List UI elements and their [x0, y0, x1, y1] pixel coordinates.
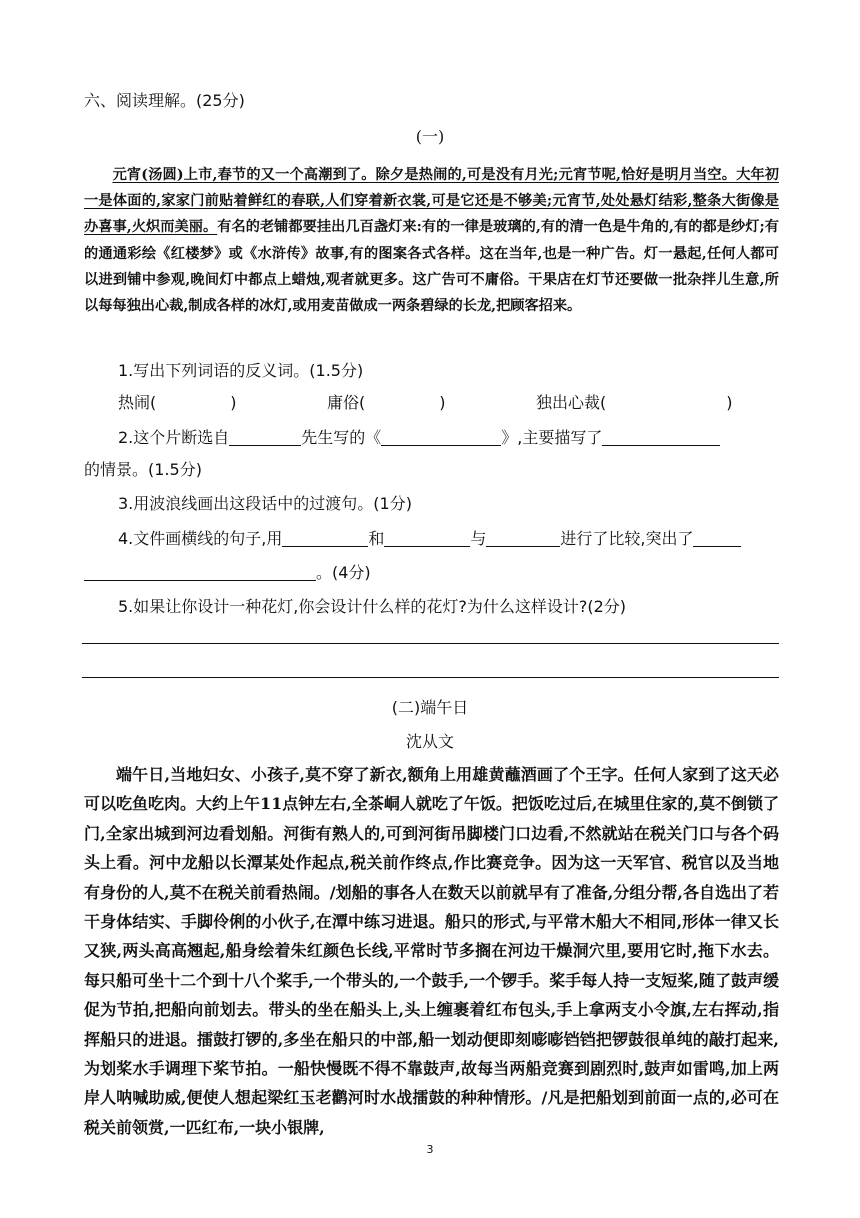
- answer-line-1[interactable]: [82, 643, 779, 644]
- passage1-rest: 有名的老铺都要挂出几百盏灯来:有的一律是玻璃的,有的清一色是牛角的,有的都是纱灯;有的通通彩绘《红楼梦》或《水浒传》故事,有的图案各式各样。这在当年,也是一种广告。灯一悬起,任何人都可以进到铺中参观,晚间灯中都点上蜡烛,观者就更多。这广告可不庸俗。干果店在灯节还要做一批杂拌儿生意,所以每每独出心裁,制成各样的冰灯,或用麦苗做成一两条碧绿的长龙,把顾客招来。: [84, 219, 779, 315]
- passage2-author: 沈从文: [405, 732, 454, 751]
- blank-author[interactable]: [229, 429, 301, 446]
- question-5: 5.如果让你设计一种花灯,你会设计什么样的花灯?为什么这样设计?(2分): [118, 597, 627, 616]
- question-3: 3.用波浪线画出这段话中的过渡句。(1分): [118, 494, 412, 513]
- passage2-text: 端午日,当地妇女、小孩子,莫不穿了新衣,额角上用雄黄蘸酒画了个王字。任何人家到了这天必可以吃鱼吃肉。大约上午11点钟左右,全茶峒人就吃了午饭。把饭吃过后,在城里住家的,莫不倒锁了门,全家出城到河边看划船。河街有熟人的,可到河街吊脚楼门口边看,不然就站在税关门口与各个码头上看。河中龙船以长潭某处作起点,税关前作终点,作比赛竞争。因为这一天军官、税官以及当地有身份的人,莫不在税关前看热闹。/划船的事各人在数天以前就早有了准备,分组分帮,各自选出了若干身体结实、手脚伶俐的小伙子,在潭中练习进退。船只的形式,与平常木船大不相同,形体一律又长又狭,两头高高翘起,船身绘着朱红颜色长线,平常时节多搁在河边干燥洞穴里,要用它时,拖下水去。每只船可坐十二个到十八个桨手,一个带头的,一个鼓手,一个锣手。桨手每人持一支短桨,随了鼓声缓促为节拍,把船向前划去。带头的坐在船头上,头上缠裹着红布包头,手上拿两支小令旗,左右挥动,指挥船只的进退。擂鼓打锣的,多坐在船只的中部,船一划动便即刻嘭嘭铛铛把锣鼓很单纯的敲打起来,为划桨水手调理下桨节拍。一船快慢既不得不靠鼓声,故每当两船竞赛到剧烈时,鼓声如雷鸣,加上两岸人呐喊助威,便使人想起梁红玉老鹳河时水战擂鼓的种种情形。/凡是把船划到前面一点的,必可在税关前领赏,一匹红布,一块小银牌,: [84, 765, 779, 1137]
- blank-compare-1[interactable]: [282, 530, 368, 547]
- question-2-end: 的情景。(1.5分): [84, 460, 202, 479]
- page-number: 3: [426, 1143, 434, 1156]
- question-2: 2.这个片断选自 先生写的《 》,主要描写了: [118, 425, 720, 448]
- passage2-title: (二)端午日: [391, 698, 469, 717]
- answer-line-2[interactable]: [82, 677, 779, 678]
- blank-scene[interactable]: [602, 429, 720, 446]
- question-1: 1.写出下列词语的反义词。(1.5分): [118, 361, 364, 380]
- underlined-sentences: 元宵(汤圆)上市,春节的又一个高潮到了。除夕是热闹的,可是没有月光;元宵节呢,恰好是明月当空。大年初一是体面的,家家门前贴着鲜红的春联,人们穿着新衣裳,可是它还是不够美;元宵节,处处悬灯结彩,整条大街像是办喜事,火炽而美丽。: [84, 167, 779, 236]
- section-heading: 六、阅读理解。(25分): [84, 91, 245, 110]
- q1-word-2: 庸俗( ): [327, 393, 446, 412]
- blank-compare-2[interactable]: [384, 530, 470, 547]
- blank-compare-3[interactable]: [486, 530, 560, 547]
- blank-highlight-cont[interactable]: [84, 564, 316, 581]
- q1-word-3: 独出心裁( ): [536, 393, 733, 412]
- question-4: 4.文件画横线的句子,用 和 与 进行了比较,突出了: [118, 526, 741, 549]
- blank-highlight[interactable]: [693, 530, 741, 547]
- passage1-text: [84, 162, 779, 319]
- blank-book[interactable]: [381, 429, 501, 446]
- passage1-label: (一): [415, 127, 445, 146]
- question-4-end: 。(4分): [84, 560, 371, 583]
- q1-word-1: 热闹( ): [118, 393, 237, 412]
